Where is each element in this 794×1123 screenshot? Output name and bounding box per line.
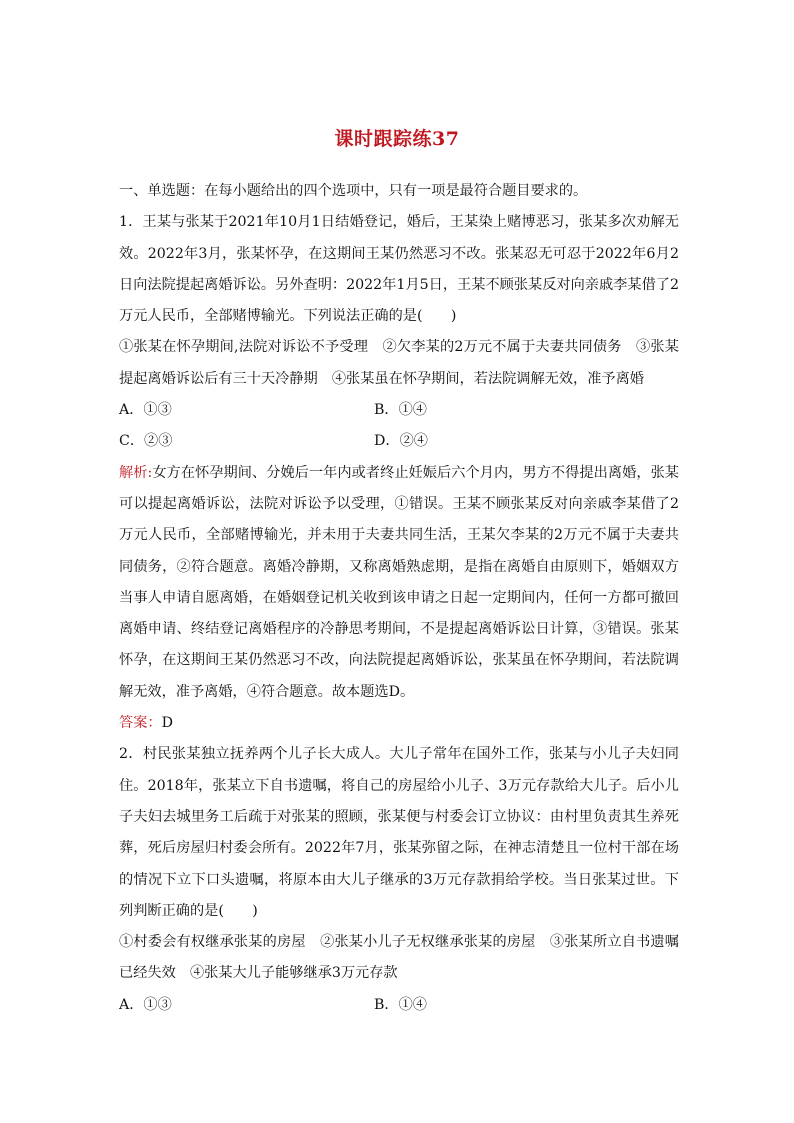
analysis-label: 解析: bbox=[119, 464, 153, 481]
question-1-statements: ①张某在怀孕期间,法院对诉讼不予受理 ②欠李某的2万元不属于夫妻共同债务 ③张某提起离婚诉讼后有三十天冷静期 ④张某虽在怀孕期间，若法院调解无效，准予离婚 bbox=[119, 339, 679, 387]
page-title: 课时跟踪练37 bbox=[334, 128, 460, 150]
question-1-option-b: B．①④ bbox=[374, 402, 427, 419]
question-1-answer bbox=[119, 708, 679, 739]
question-1-options-row-2 bbox=[119, 426, 679, 457]
document-body bbox=[119, 176, 679, 1021]
question-2-option-a: A．①③ bbox=[119, 996, 172, 1013]
question-2-statements: ①村委会有权继承张某的房屋 ②张某小儿子无权继承张某的房屋 ③张某所立自书遗嘱已经失效 ④张某大儿子能够继承3万元存款 bbox=[119, 934, 679, 982]
question-1-option-d: D．②④ bbox=[374, 433, 428, 450]
question-2-options-row-1 bbox=[119, 990, 679, 1021]
question-1-options-row-1 bbox=[119, 395, 679, 426]
question-1-option-c: C．②③ bbox=[119, 433, 173, 450]
section-header: 一、单选题：在每小题给出的四个选项中，只有一项是最符合题目要求的。 bbox=[119, 183, 588, 199]
question-1-analysis bbox=[119, 458, 679, 708]
answer-value: D bbox=[161, 715, 173, 732]
analysis-text: 女方在怀孕期间、分娩后一年内或者终止妊娠后六个月内，男方不得提出离婚，张某可以提起离婚诉讼，法院对诉讼予以受理，①错误。王某不顾张某反对向亲戚李某借了2万元人民币，全部赌博输光，并未用于夫妻共同生活，王某欠李某的2万元不属于夫妻共同债务，②符合题意。离婚冷静期，又称离婚熟虑期，是指在离婚自由原则下，婚姻双方当事人申请自愿离婚，在婚姻登记机关收到该申请之日起一定期间内，任何一方都可撤回离婚申请、终结登记离婚程序的冷静思考期间，不是提起离婚诉讼日计算，③错误。张某怀孕，在这期间王某仍然恶习不改，向法院提起离婚诉讼，张某虽在怀孕期间，若法院调解无效，准予离婚，④符合题意。故本题选D。 bbox=[119, 464, 679, 700]
answer-label: 答案： bbox=[119, 715, 162, 732]
question-1-option-a: A．①③ bbox=[119, 402, 172, 419]
question-1-stem: 1．王某与张某于2021年10月1日结婚登记，婚后，王某染上赌博恶习，张某多次劝解无效。2022年3月，张某怀孕，在这期间王某仍然恶习不改。张某忍无可忍于2022年6月2日向法院提起离婚诉讼。另外查明：2022年1月5日，王某不顾张某反对向亲戚李某借了2万元人民币，全部赌博输光。下列说法正确的是( ) bbox=[119, 214, 679, 325]
question-2-option-b: B．①④ bbox=[374, 996, 427, 1013]
question-2-stem: 2．村民张某独立抚养两个儿子长大成人。大儿子常年在国外工作，张某与小儿子夫妇同住。2018年，张某立下自书遗嘱，将自己的房屋给小儿子、3万元存款给大儿子。后小儿子夫妇去城里务工后疏于对张某的照顾，张某便与村委会订立协议：由村里负责其生养死葬，死后房屋归村委会所有。2022年7月，张某弥留之际，在神志清楚且一位村干部在场的情况下立下口头遗嘱，将原本由大儿子继承的3万元存款捐给学校。当日张某过世。下列判断正确的是( ) bbox=[119, 746, 679, 919]
